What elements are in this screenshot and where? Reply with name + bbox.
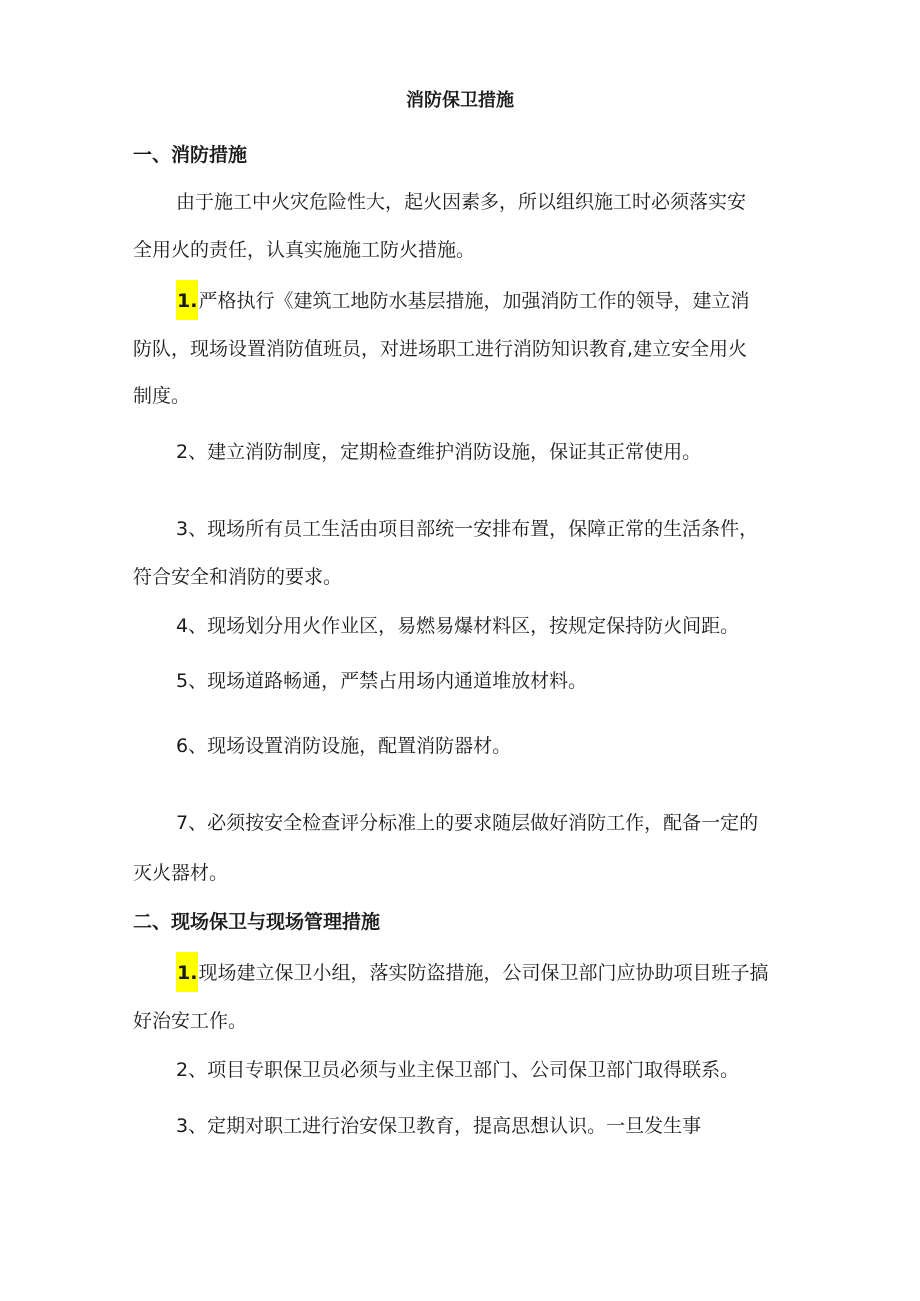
highlight-marker: 1.	[176, 952, 198, 992]
section1-item1-text: 严格执行《建筑工地防水基层措施，加强消防工作的领导，建立消	[198, 290, 750, 312]
document-title: 消防保卫措施	[406, 90, 514, 111]
section1-item7-line2: 灭火器材。	[133, 862, 229, 884]
section1-item3-line2: 符合安全和消防的要求。	[133, 566, 343, 588]
section1-item1-line1	[176, 286, 749, 313]
section2-heading: 二、现场保卫与现场管理措施	[133, 911, 381, 933]
section2-item2: 2、项目专职保卫员必须与业主保卫部门、公司保卫部门取得联系。	[176, 1059, 740, 1081]
section1-item7-line1: 7、必须按安全检查评分标准上的要求随层做好消防工作，配备一定的	[176, 812, 759, 834]
section1-item3-line1: 3、现场所有员工生活由项目部统一安排布置，保障正常的生活条件，	[176, 518, 759, 540]
section2-item1-line1	[176, 958, 768, 985]
section1-item1-line2: 防队，现场设置消防值班员，对进场职工进行消防知识教育,建立安全用火	[133, 338, 748, 360]
section1-item4: 4、现场划分用火作业区，易燃易爆材料区，按规定保持防火间距。	[176, 615, 740, 637]
section1-item2: 2、建立消防制度，定期检查维护消防设施，保证其正常使用。	[176, 441, 702, 463]
section1-intro-line2: 全用火的责任，认真实施施工防火措施。	[133, 239, 476, 261]
section1-item6: 6、现场设置消防设施，配置消防器材。	[176, 735, 512, 757]
section1-item1-line3: 制度。	[133, 385, 191, 407]
section2-item3: 3、定期对职工进行治安保卫教育，提高思想认识。一旦发生事	[176, 1115, 702, 1137]
section2-item1-text: 现场建立保卫小组，落实防盗措施，公司保卫部门应协助项目班子搞	[198, 962, 769, 984]
section2-item1-line2: 好治安工作。	[133, 1010, 248, 1032]
section1-heading: 一、消防措施	[133, 144, 248, 166]
highlight-marker: 1.	[176, 280, 198, 320]
section1-item5: 5、现场道路畅通，严禁占用场内通道堆放材料。	[176, 670, 588, 692]
section1-intro-line1: 由于施工中火灾危险性大，起火因素多，所以组织施工时必须落实安	[176, 191, 747, 213]
